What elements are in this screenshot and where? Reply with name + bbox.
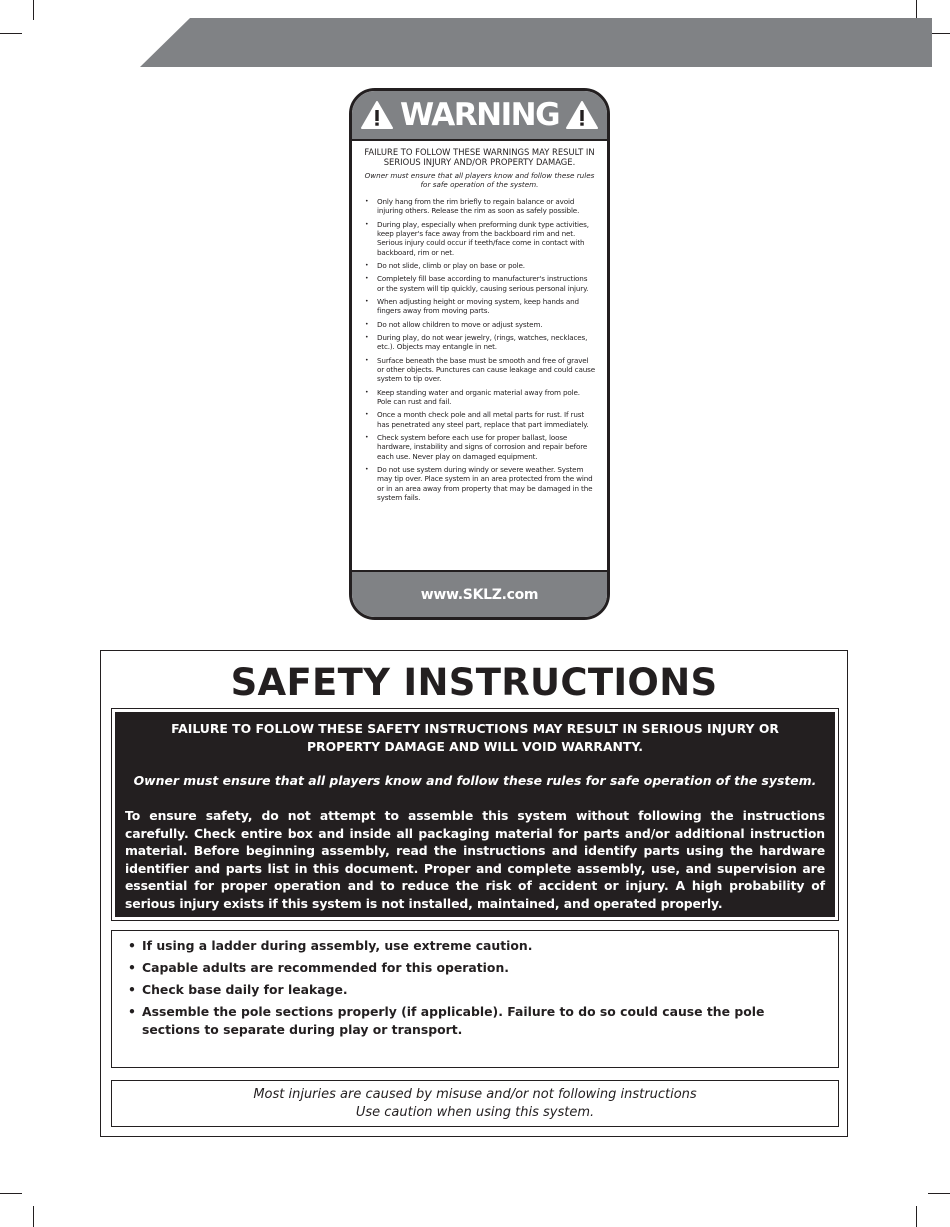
warning-header bbox=[352, 91, 607, 141]
owner-note: Owner must ensure that all players know and follow these rules for safe operation of the system. bbox=[133, 773, 817, 788]
website-link[interactable]: www.SKLZ.com bbox=[420, 586, 539, 603]
warning-item: • Check system before each use for proper ballast, loose hardware, instability and signs of corrosion and repair before each use. Never play on damaged equipment. bbox=[364, 433, 595, 461]
warning-item: • Do not allow children to move or adjust system. bbox=[364, 320, 595, 329]
safety-instructions-box bbox=[100, 650, 848, 1137]
warning-item: • During play, especially when preforming dunk type activities, keep player's face away from the backboard rim and net. Serious injury could occur if teeth/face come in contact with backboard, rim or net. bbox=[364, 220, 595, 257]
warning-item: • Only hang from the rim briefly to regain balance or avoid injuring others. Release the rim as soon as safely possible. bbox=[364, 197, 595, 216]
warning-item: • Surface beneath the base must be smooth and free of gravel or other objects. Punctures can cause leakage and could cause system to tip over. bbox=[364, 356, 595, 384]
warning-label bbox=[349, 88, 610, 620]
warning-footer bbox=[352, 570, 607, 617]
safety-title: SAFETY INSTRUCTIONS bbox=[230, 661, 718, 704]
warning-subintro: Owner must ensure that all players know and follow these rules for safe operation of the system. bbox=[364, 171, 595, 189]
warning-item: • When adjusting height or moving system, keep hands and fingers away from moving parts. bbox=[364, 297, 595, 316]
safety-bullet: • Check base daily for leakage. bbox=[128, 981, 824, 999]
crop-mark bbox=[0, 1193, 22, 1194]
warning-triangle-icon bbox=[360, 100, 394, 130]
header-band bbox=[0, 0, 950, 70]
warning-item: • Keep standing water and organic material away from pole. Pole can rust and fail. bbox=[364, 388, 595, 407]
warning-item: • Once a month check pole and all metal parts for rust. If rust has penetrated any steel part, replace that part immediately. bbox=[364, 410, 595, 429]
safety-warning-line: FAILURE TO FOLLOW THESE SAFETY INSTRUCTIONS MAY RESULT IN SERIOUS INJURY OR bbox=[171, 721, 779, 736]
caution-note-line: Most injuries are caused by misuse and/or not following instructions bbox=[253, 1087, 697, 1102]
crop-mark bbox=[33, 1206, 34, 1227]
safety-warning-line: PROPERTY DAMAGE AND WILL VOID WARRANTY. bbox=[306, 739, 644, 754]
warning-item: • During play, do not wear jewelry, (rings, watches, necklaces, etc.). Objects may entangle in net. bbox=[364, 333, 595, 352]
warning-item: • Do not slide, climb or play on base or pole. bbox=[364, 261, 595, 270]
safety-bullet: • If using a ladder during assembly, use extreme caution. bbox=[128, 937, 824, 955]
safety-paragraph: To ensure safety, do not attempt to assemble this system without following the instructions carefully. Check entire box and inside all packaging material for parts and/or additional instruction material. Before beginning assembly, read the instructions and identify parts using the hardware identifier and parts list in this document. Proper and complete assembly, use, and supervision are essential for proper operation and to reduce the risk of accident or injury. A high probability of serious injury exists if this system is not installed, maintained, and operated properly. bbox=[125, 808, 825, 911]
safety-warning-panel bbox=[115, 712, 835, 917]
caution-note-box bbox=[111, 1080, 839, 1127]
safety-bullet: • Assemble the pole sections properly (if applicable). Failure to do so could cause the pole sections to separate during play or transport. bbox=[128, 1003, 824, 1039]
warning-title: WARNING bbox=[399, 96, 560, 133]
safety-bullet: • Capable adults are recommended for this operation. bbox=[128, 959, 824, 977]
warning-list bbox=[364, 197, 595, 502]
safety-bullets-box bbox=[111, 930, 839, 1068]
warning-item: • Completely fill base according to manufacturer's instructions or the system will tip quickly, causing serious personal injury. bbox=[364, 274, 595, 293]
warning-triangle-icon bbox=[565, 100, 599, 130]
crop-mark bbox=[928, 1193, 950, 1194]
safety-bullet-list bbox=[128, 937, 824, 1039]
safety-warning-frame bbox=[111, 708, 839, 921]
caution-note-line: Use caution when using this system. bbox=[355, 1105, 595, 1120]
warning-item: • Do not use system during windy or severe weather. System may tip over. Place system in an area protected from the wind or in an area away from property that may be damaged in the system fails. bbox=[364, 465, 595, 502]
warning-intro: FAILURE TO FOLLOW THESE WARNINGS MAY RESULT IN SERIOUS INJURY AND/OR PROPERTY DAMAGE. bbox=[364, 147, 595, 167]
crop-mark bbox=[916, 1206, 917, 1227]
warning-body bbox=[352, 141, 607, 502]
